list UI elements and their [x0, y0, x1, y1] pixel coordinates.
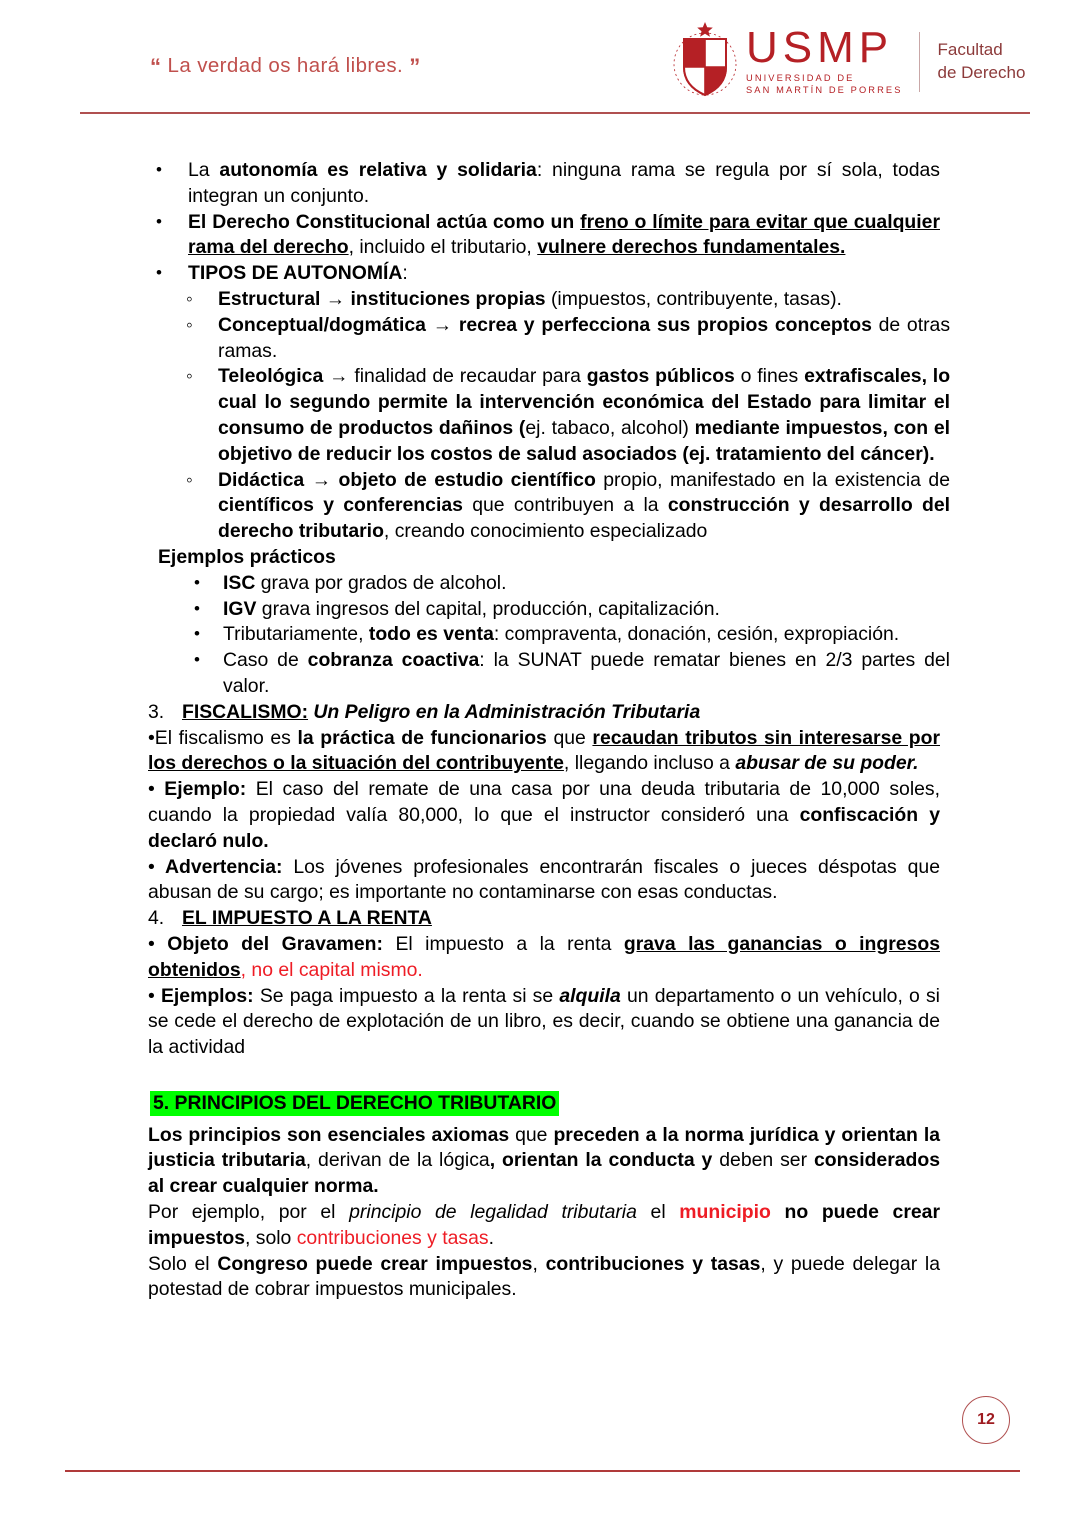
text-frag-bold: contribuciones y tasas	[545, 1252, 761, 1275]
paragraph-principios-1	[148, 1123, 940, 1200]
text-frag-bold: todo es venta	[368, 623, 494, 646]
text-frag: grava por grados de alcohol.	[255, 571, 507, 594]
text-frag-bold: Objeto del Gravamen:	[154, 932, 383, 955]
text-frag: Solo el	[148, 1252, 218, 1275]
tipo-name: Conceptual/dogmática	[218, 313, 426, 336]
faculty-name	[938, 39, 1026, 85]
tipo-rest: de otras ramas.	[218, 313, 951, 362]
list-item-igv	[188, 597, 950, 623]
text-frag: ej. tabaco, alcohol)	[525, 416, 689, 439]
text-frag	[331, 469, 338, 491]
tipo-bold-part: instituciones propias	[350, 287, 546, 310]
text-frag-bold: mediante impuestos, con el objetivo de reducir los costos de salud asociados (ej. tratamiento del cáncer).	[218, 416, 950, 465]
text-frag: grava ingresos del capital, producción, capitalización.	[256, 597, 720, 620]
list-item-derecho-constitucional	[150, 210, 940, 262]
text-frag-bold: confiscación y declaró nulo.	[148, 803, 940, 852]
tipo-name: Teleológica	[218, 365, 324, 388]
tipo-bold-part: recrea y perfecciona sus propios conceptos	[458, 313, 872, 336]
text-frag: Por ejemplo, por el	[148, 1201, 350, 1224]
list-item-cobranza-coactiva	[188, 648, 950, 700]
text-frag-italic: principio de legalidad tributaria	[349, 1201, 637, 1224]
usmp-wordmark	[746, 23, 903, 96]
text-frag-bold: extrafiscales, lo cual lo segundo permite la intervención económica del Estado para limitar el consumo de productos dañinos (	[218, 365, 951, 439]
text-frag: , solo	[244, 1226, 297, 1249]
ejemplos-practicos-list	[0, 571, 1080, 700]
text-frag: , incluido el tributario,	[348, 236, 538, 259]
usmp-subtitle-line2: SAN MARTÍN DE PORRES	[746, 84, 903, 95]
text-frag: Se paga impuesto a la renta si se	[253, 984, 560, 1007]
text-frag: : ninguna rama se regula por sí sola, todas integran un conjunto.	[188, 159, 940, 207]
bullet-glyph: •	[148, 855, 155, 878]
highlighted-heading-text: 5. PRINCIPIOS DEL DERECHO TRIBUTARIO	[150, 1091, 559, 1116]
usmp-logo	[672, 22, 1025, 102]
text-frag: , llegando incluso a	[563, 752, 736, 775]
text-frag-bold-red: municipio	[679, 1201, 771, 1224]
text-frag: El caso del remate de una casa por una deuda tributaria de 10,000 soles, cuando la propiedad valía 80,000, lo que el instructor consideró una	[148, 778, 940, 826]
ejemplos-practicos-title: Ejemplos prácticos	[158, 545, 336, 568]
bullet-glyph: •	[148, 778, 155, 801]
text-frag-bold-underline: vulnere derechos fundamentales.	[537, 236, 846, 259]
faculty-line-1: Facultad	[937, 40, 1003, 60]
heading-impuesto-renta	[148, 906, 940, 932]
bullet-glyph: •	[148, 932, 155, 955]
text-frag: Tributariamente,	[223, 623, 369, 646]
paragraph-objeto-gravamen	[148, 932, 940, 984]
tipos-autonomia-sublist	[0, 287, 1080, 545]
tipo-name: Didáctica	[218, 468, 305, 491]
quote-close-glyph: ”	[409, 54, 421, 79]
paragraph-renta-ejemplos	[148, 984, 940, 1061]
heading-principios-tributarios	[150, 1091, 1080, 1117]
tagline-text: La verdad os hará libres.	[167, 54, 404, 77]
text-frag-bold: preceden a la norma jurídica y orientan la justicia tributaria	[148, 1123, 940, 1172]
text-frag-bold: TIPOS DE AUTONOMÍA	[188, 262, 403, 285]
bullet-glyph: •	[148, 726, 155, 749]
text-frag-bold-underline: grava las ganancias o ingresos obtenidos	[148, 932, 940, 981]
tipo-name: Estructural	[218, 287, 321, 310]
text-frag-bold: objeto de estudio científico	[338, 468, 596, 491]
header-tagline	[150, 54, 421, 80]
text-frag: , creando conocimiento especializado	[383, 520, 708, 543]
list-item-autonomia-relativa	[150, 158, 940, 210]
list-item-teleologica	[182, 364, 950, 467]
text-frag: : la SUNAT puede rematar bienes en 2/3 partes del valor.	[223, 649, 950, 697]
document-body	[0, 158, 1080, 1303]
list-item-didactica	[182, 468, 950, 545]
usmp-acronym: USMP	[746, 23, 894, 73]
arrow-icon: →	[311, 468, 332, 491]
text-frag-bold: Congreso puede crear impuestos	[217, 1252, 533, 1275]
list-item-todo-es-venta	[188, 622, 950, 648]
text-frag: deben ser	[712, 1149, 814, 1172]
faculty-line-2: de Derecho	[937, 63, 1026, 82]
text-frag: propio, manifestado en la existencia de	[595, 468, 950, 491]
list-item-estructural	[182, 287, 950, 313]
header-divider-rule	[80, 112, 1030, 114]
text-frag: o fines	[734, 365, 805, 388]
text-frag: , y puede delegar la potestad de cobrar impuestos municipales.	[148, 1252, 940, 1301]
page-number-badge: 12	[962, 1396, 1010, 1444]
text-frag-bold: ISC	[223, 571, 256, 594]
text-frag-bold: la práctica de funcionarios	[297, 726, 547, 749]
text-frag: Caso de	[223, 649, 308, 672]
text-frag-bold: Ejemplos:	[154, 984, 254, 1007]
text-frag: un departamento o un vehículo, o si se cede el derecho de explotación de un libro, es decir, cuando se obtiene una ganancia de la actividad	[148, 984, 940, 1059]
arrow-icon: →	[325, 287, 346, 310]
text-frag: .	[488, 1226, 494, 1249]
list-item-conceptual-dogmatica	[182, 313, 950, 365]
arrow-icon: →	[329, 365, 349, 388]
text-frag-bold: Advertencia:	[154, 855, 283, 878]
text-frag: La	[188, 159, 220, 181]
text-frag-red: ,	[240, 958, 247, 981]
text-frag: El impuesto a la renta	[382, 932, 624, 955]
list-item-tipos-autonomia	[150, 261, 940, 287]
tipo-rest: (impuestos, contribuyente, tasas).	[545, 287, 842, 310]
text-frag-red: contribuciones y tasas	[296, 1226, 489, 1249]
usmp-subtitle	[746, 73, 903, 96]
arrow-icon: →	[432, 313, 453, 336]
paragraph-fiscalismo-advertencia	[148, 855, 940, 907]
text-frag-bold: no puede crear impuestos	[148, 1201, 941, 1249]
text-frag-bold-underline: freno o límite para evitar que cualquier rama del derecho	[188, 210, 940, 259]
text-frag: Los jóvenes profesionales encontrarán fiscales o jueces déspotas que abusan de su cargo; es importante no contaminarse con esas conductas.	[148, 855, 940, 904]
text-frag-bold: gastos públicos	[586, 365, 735, 388]
text-frag-bold: científicos y conferencias	[218, 494, 463, 517]
bullet-glyph: •	[148, 984, 155, 1007]
page-header	[0, 0, 1080, 118]
paragraph-fiscalismo-ejemplo	[148, 777, 940, 854]
text-frag-bold: autonomía es relativa y solidaria	[219, 159, 537, 181]
text-frag: , derivan de la lógica	[305, 1149, 490, 1172]
autonomia-bullet-list	[0, 158, 1080, 287]
paragraph-fiscalismo-definition	[148, 726, 940, 778]
heading-label-italic: Un Peligro en la Administración Tributaria	[308, 700, 701, 723]
text-frag-bold: construcción y desarrollo del derecho tributario	[218, 494, 950, 543]
text-frag-bold-underline: recaudan tributos sin interesarse por los derechos o la situación del contribuyente	[148, 726, 940, 775]
heading-label-underlined: EL IMPUESTO A LA RENTA	[182, 907, 432, 930]
text-frag: que	[509, 1123, 554, 1146]
text-frag-bold: IGV	[223, 597, 257, 620]
text-frag: : compraventa, donación, cesión, expropiación.	[493, 623, 900, 646]
heading-fiscalismo	[148, 700, 940, 726]
text-frag-bold-italic: abusar de su poder.	[735, 752, 919, 775]
paragraph-principios-3	[148, 1252, 940, 1304]
text-frag: :	[402, 262, 408, 285]
text-frag-bold: cobranza coactiva	[307, 649, 480, 672]
quote-open-glyph: “	[150, 54, 162, 79]
list-item-isc	[188, 571, 950, 597]
heading-number: 4.	[148, 907, 165, 930]
usmp-subtitle-line1: UNIVERSIDAD DE	[746, 73, 855, 84]
heading-label-underlined: FISCALISMO:	[182, 700, 309, 723]
text-frag: El fiscalismo es	[154, 726, 298, 749]
text-frag: que	[546, 726, 593, 749]
text-frag-bold: El Derecho Constitucional actúa como un	[188, 210, 581, 233]
text-frag: el	[636, 1201, 680, 1224]
text-frag: que contribuyen a la	[462, 494, 668, 517]
text-frag-bold: considerados al crear cualquier norma.	[148, 1149, 941, 1198]
text-frag-bold: , orientan la conducta y	[489, 1149, 713, 1172]
text-frag: ,	[532, 1252, 546, 1275]
paragraph-principios-2	[148, 1200, 940, 1252]
text-frag-red: no el capital mismo.	[246, 958, 423, 981]
usmp-crest-icon	[672, 22, 738, 102]
text-frag-bold: Ejemplo:	[154, 778, 247, 801]
footer-divider-rule	[65, 1470, 1020, 1472]
text-frag: finalidad de recaudar para	[348, 365, 587, 388]
text-frag-bold: Los principios son esenciales axiomas	[148, 1123, 510, 1146]
heading-number: 3.	[148, 700, 165, 723]
logo-divider	[919, 32, 920, 92]
text-frag-bold-italic: alquila	[559, 984, 621, 1007]
